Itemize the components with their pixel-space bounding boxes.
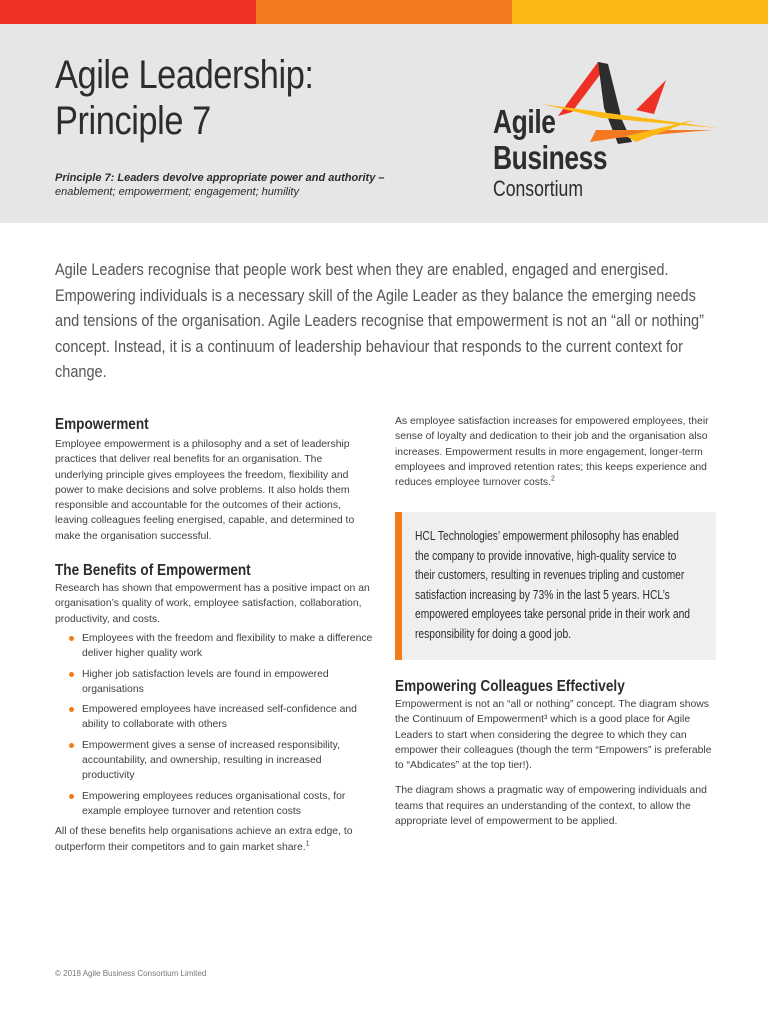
title-line-2: Principle 7 [55, 99, 211, 143]
logo-word-consortium: Consortium [493, 176, 583, 201]
color-bar-orange [256, 0, 512, 24]
list-item: Empowered employees have increased self-confidence and ability to collaborate with others [82, 702, 373, 733]
colleagues-text: Empowerment is not an “all or nothing” concept. The diagram shows the Continuum of Empowerment³ which is a good place for Agile Leaders to start when considering the degree to which they can empower their colleagues (though the term “Empowers” is preferable to “Abdicates” at the top tier!). [395, 699, 712, 772]
satisfaction-text: As employee satisfaction increases for empowered employees, their sense of loyalty and dedication to their job and the organisation also increases. Empowerment results in more engagement, longer-term employees and improved retention rates; this keeps experience and reduces employee turnover costs. [395, 416, 709, 489]
benefits-closing [55, 824, 373, 855]
logo-word-business: Business [493, 139, 608, 176]
list-item: Empowerment gives a sense of increased responsibility, accountability, and ownership, resulting in increased productivity [82, 738, 373, 784]
subtitle-principle: Principle 7: Leaders devolve appropriate power and authority – [55, 172, 385, 184]
list-item: Empowering employees reduces organisational costs, for example employee turnover and retention costs [82, 789, 373, 820]
callout-text: HCL Technologies’ empowerment philosophy has enabled the company to provide innovative, high-quality service to their customers, resulting in revenues tripling and customer satisfaction increasing by 73% in the last 5 years. HCL’s empowered employees take personal pride in their work and responsibility for doing a good job. [415, 528, 691, 641]
copyright-footer: © 2018 Agile Business Consortium Limited [55, 969, 207, 978]
hcl-callout-box [395, 512, 716, 660]
title-line-1: Agile Leadership: [55, 53, 314, 97]
colleagues-section [395, 677, 713, 829]
subtitle-keywords: enablement; empowerment; engagement; humility [55, 186, 299, 198]
agile-business-consortium-logo [486, 56, 726, 206]
right-column [395, 414, 713, 490]
empowerment-text: Employee empowerment is a philosophy and a set of leadership practices that deliver real benefits for an organisation. The underlying principle gives employees the freedom, flexibility and power to make decisions and solve problems. It also holds them responsible and accountable for the outcomes of their actions, leaving colleagues feeling energised, capable, and determined to make the organisation successful. [55, 439, 355, 542]
satisfaction-paragraph [395, 414, 713, 490]
diagram-text: The diagram shows a pragmatic way of empowering individuals and teams that requires an understanding of the context, to allow the appropriate level of empowerment to be applied. [395, 785, 707, 828]
page-subtitle [55, 171, 384, 199]
footnote-2: 2 [550, 475, 555, 483]
list-item: Higher job satisfaction levels are found in empowered organisations [82, 667, 373, 698]
left-column [55, 415, 373, 855]
callout-accent-bar [395, 512, 402, 660]
color-bar-red [0, 0, 256, 24]
colleagues-heading: Empowering Colleagues Effectively [395, 678, 625, 695]
benefits-intro: Research has shown that empowerment has a positive impact on an organisation’s quality of work, employee satisfaction, collaboration, productivity, and costs. [55, 583, 370, 625]
logo-word-agile: Agile [493, 103, 556, 140]
top-color-bar [0, 0, 768, 24]
benefits-heading: The Benefits of Empowerment [55, 562, 251, 580]
benefits-list [55, 631, 373, 819]
empowerment-heading: Empowerment [55, 416, 149, 433]
page-title [55, 52, 314, 144]
footnote-1: 1 [305, 840, 310, 848]
color-bar-yellow [512, 0, 768, 24]
intro-paragraph: Agile Leaders recognise that people work best when they are enabled, engaged and energised. Empowering individuals is a necessary skill of the Agile Leader as they balance the emerging needs and tensions of the organisation. Agile Leaders recognise that empowerment is not an “all or nothing” concept. Instead, it is a continuum of leadership behaviour that responds to the current context for change. [55, 261, 704, 381]
list-item: Employees with the freedom and flexibility to make a difference deliver higher quality work [82, 631, 373, 662]
benefits-closing-text: All of these benefits help organisations achieve an extra edge, to outperform their competitors and to gain market share. [55, 826, 353, 853]
